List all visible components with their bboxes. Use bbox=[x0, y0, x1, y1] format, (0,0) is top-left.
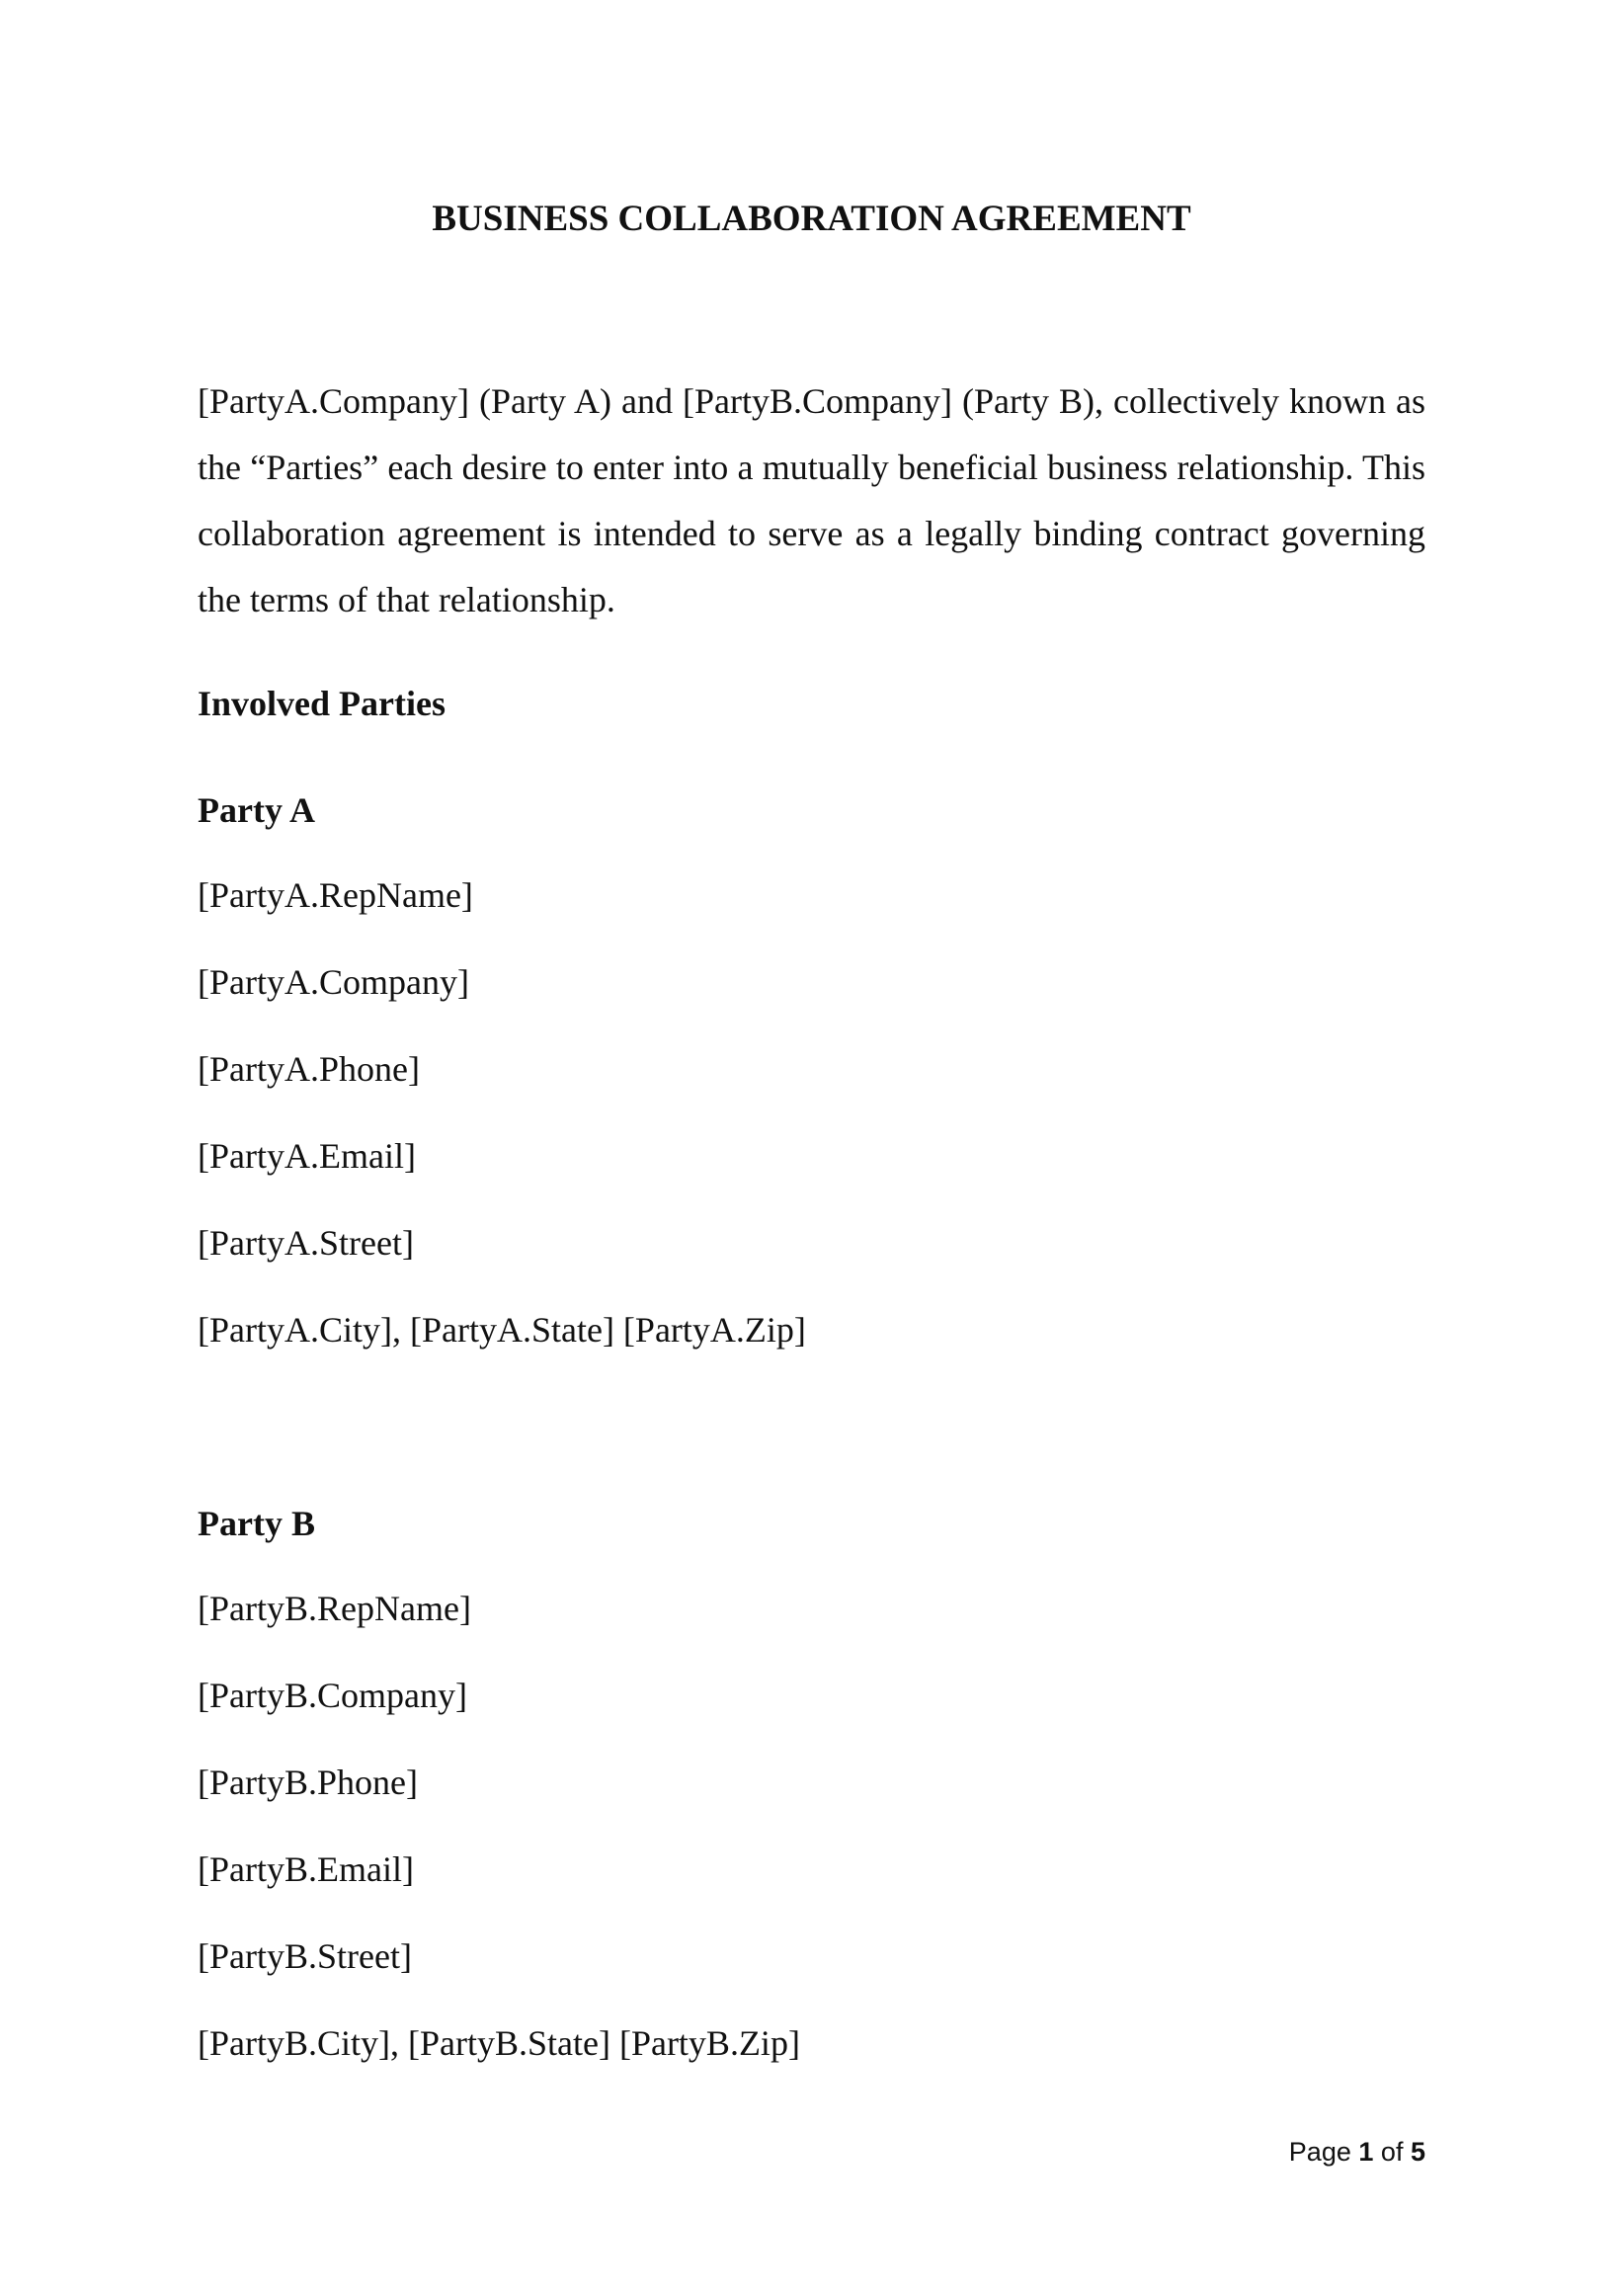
party-a-city-state-zip: [PartyA.City], [PartyA.State] [PartyA.Zip] bbox=[198, 1310, 806, 1350]
intro-paragraph: [PartyA.Company] (Party A) and [PartyB.Company] (Party B), collectively known as the “Parties” each desire to enter into a mutually beneficial business relationship. This collaboration agreement is intended to serve as a legally binding contract governing the terms of that relationship. bbox=[198, 381, 1425, 619]
party-a-rep-name: [PartyA.RepName] bbox=[198, 875, 473, 915]
party-b-street: [PartyB.Street] bbox=[198, 1936, 412, 1976]
party-a-company: [PartyA.Company] bbox=[198, 962, 469, 1002]
party-b-phone: [PartyB.Phone] bbox=[198, 1763, 418, 1802]
page-current: 1 bbox=[1358, 2137, 1374, 2167]
page-label: Page bbox=[1288, 2137, 1351, 2167]
party-b-rep-name: [PartyB.RepName] bbox=[198, 1589, 471, 1628]
page-number-footer bbox=[1289, 2134, 1425, 2170]
party-a-street: [PartyA.Street] bbox=[198, 1223, 414, 1263]
document-title: BUSINESS COLLABORATION AGREEMENT bbox=[432, 199, 1191, 239]
party-a-heading: Party A bbox=[198, 790, 315, 830]
party-b-heading: Party B bbox=[198, 1504, 315, 1543]
of-label: of bbox=[1380, 2137, 1404, 2167]
section-heading-involved-parties: Involved Parties bbox=[198, 684, 446, 723]
party-a-email: [PartyA.Email] bbox=[198, 1136, 416, 1176]
party-b-city-state-zip: [PartyB.City], [PartyB.State] [PartyB.Zip] bbox=[198, 2023, 800, 2063]
party-a-phone: [PartyA.Phone] bbox=[198, 1049, 420, 1089]
page-total: 5 bbox=[1410, 2137, 1425, 2167]
party-b-company: [PartyB.Company] bbox=[198, 1676, 467, 1715]
party-b-email: [PartyB.Email] bbox=[198, 1849, 414, 1889]
